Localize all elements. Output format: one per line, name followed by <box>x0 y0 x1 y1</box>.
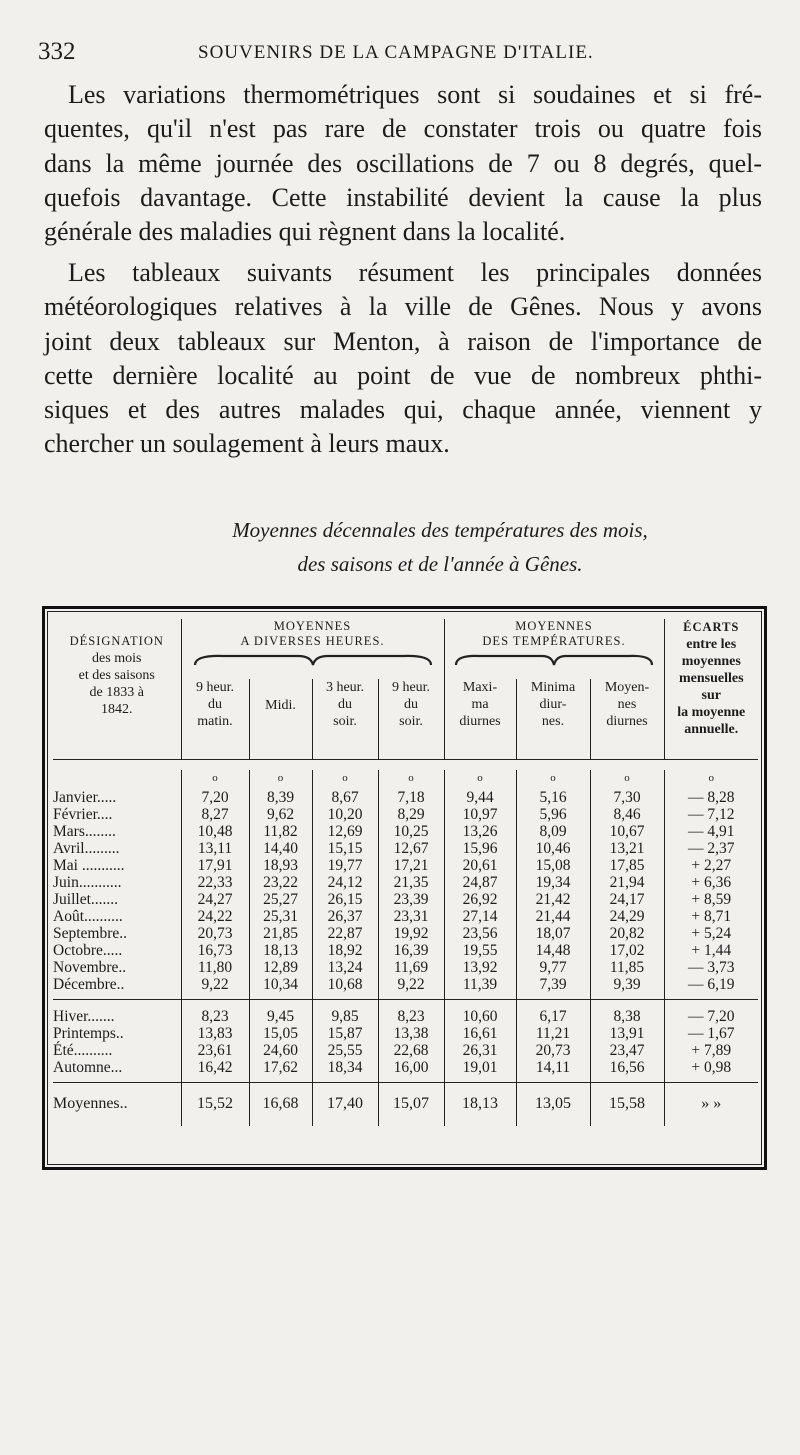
table-cell: 19,77 <box>312 857 378 874</box>
degree-cell: o <box>181 770 249 787</box>
table-cell: 13,24 <box>312 959 378 976</box>
table-cell: — 4,91 <box>664 823 758 840</box>
table-cell: 21,35 <box>378 874 444 891</box>
paragraph-1 <box>44 78 762 249</box>
table-cell: 14,11 <box>516 1059 590 1083</box>
separator-cell <box>53 1000 181 1009</box>
table-cell: + 2,27 <box>664 857 758 874</box>
table-cell: — 1,67 <box>664 1025 758 1042</box>
table-cell: — 7,12 <box>664 806 758 823</box>
table-cell: 20,82 <box>590 925 664 942</box>
temperature-table-frame <box>42 606 767 1170</box>
table-row <box>53 1008 758 1025</box>
sub-header-line: nes <box>617 697 637 712</box>
ecarts-header-line: entre les <box>686 637 737 652</box>
table-cell: — 3,73 <box>664 959 758 976</box>
designation-header-line: des mois <box>92 651 142 666</box>
table-cell: 7,30 <box>590 787 664 806</box>
sub-header-line: du <box>404 697 418 712</box>
ecarts-header-line: ÉCARTS <box>683 620 740 634</box>
table-cell: 25,55 <box>312 1042 378 1059</box>
paragraph-line: cette dernière localité au point de vue de nombreux phthi- <box>44 360 762 390</box>
table-cell: 13,92 <box>444 959 516 976</box>
designation-header <box>53 619 181 760</box>
table-cell: 21,85 <box>249 925 312 942</box>
table-cell: 8,46 <box>590 806 664 823</box>
separator-cell <box>181 1000 249 1009</box>
averages-row <box>53 1095 758 1126</box>
table-cell: 10,68 <box>312 976 378 1000</box>
table-cell: 15,52 <box>181 1095 249 1126</box>
table-cell: 17,02 <box>590 942 664 959</box>
table-cell: + 8,59 <box>664 891 758 908</box>
table-cell: 18,93 <box>249 857 312 874</box>
table-cell: 18,13 <box>444 1095 516 1126</box>
table-cell: 16,73 <box>181 942 249 959</box>
degree-cell <box>53 770 181 787</box>
table-cell: — 6,19 <box>664 976 758 1000</box>
table-cell: 16,68 <box>249 1095 312 1126</box>
table-cell: 20,73 <box>516 1042 590 1059</box>
sub-header-cell <box>249 679 312 760</box>
paragraph-line: Les tableaux suivants résument les principales données <box>68 258 762 287</box>
table-cell: 15,58 <box>590 1095 664 1126</box>
table-cell: — 8,28 <box>664 787 758 806</box>
table-cell: 16,42 <box>181 1059 249 1083</box>
degree-cell: o <box>590 770 664 787</box>
table-cell: 12,89 <box>249 959 312 976</box>
row-label: Été.......... <box>53 1042 113 1059</box>
table-cell: 7,18 <box>378 787 444 806</box>
sub-header-line: ma <box>471 697 489 712</box>
table-cell: 18,92 <box>312 942 378 959</box>
row-label: Automne... <box>53 1059 123 1076</box>
brace-icon <box>193 651 433 667</box>
separator-cell <box>590 1083 664 1096</box>
table-row <box>53 908 758 925</box>
degree-cell: o <box>444 770 516 787</box>
table-cell: 15,07 <box>378 1095 444 1126</box>
table-cell: 16,39 <box>378 942 444 959</box>
separator-cell <box>444 1083 516 1096</box>
table-cell: 5,16 <box>516 787 590 806</box>
separator-cell <box>590 1000 664 1009</box>
table-row <box>53 806 758 823</box>
designation-header-line: de 1833 à <box>89 685 144 700</box>
table-cell: 26,31 <box>444 1042 516 1059</box>
sub-header-line: Midi. <box>265 698 296 713</box>
row-label: Avril......... <box>53 840 120 857</box>
sub-header-line: du <box>208 697 222 712</box>
table-cell: 10,67 <box>590 823 664 840</box>
separator-cell <box>516 1000 590 1009</box>
page-number: 332 <box>38 38 76 65</box>
row-label: Juin........... <box>53 874 122 891</box>
separator-cell <box>444 1000 516 1009</box>
table-row <box>53 857 758 874</box>
table-cell: 8,23 <box>378 1008 444 1025</box>
table-cell: 9,77 <box>516 959 590 976</box>
table-cell: 13,83 <box>181 1025 249 1042</box>
sub-header-cell <box>444 679 516 760</box>
table-cell: 8,09 <box>516 823 590 840</box>
temperature-table <box>53 619 758 1126</box>
table-cell: 8,23 <box>181 1008 249 1025</box>
table-cell: 18,34 <box>312 1059 378 1083</box>
ecarts-header-line: mensuelles <box>678 671 744 686</box>
table-cell: 23,39 <box>378 891 444 908</box>
table-cell: 19,34 <box>516 874 590 891</box>
sub-header-line: diurnes <box>606 714 648 729</box>
table-cell: 18,07 <box>516 925 590 942</box>
table-cell: 24,60 <box>249 1042 312 1059</box>
separator-cell <box>53 1083 181 1096</box>
table-cell: 11,85 <box>590 959 664 976</box>
table-cell: 26,15 <box>312 891 378 908</box>
table-cell: 11,39 <box>444 976 516 1000</box>
separator-cell <box>664 1083 758 1096</box>
paragraph-line: quentes, qu'il n'est pas rare de constater trois ou quatre fois <box>44 114 762 144</box>
table-cell: 10,46 <box>516 840 590 857</box>
sub-header-line: Moyen- <box>604 680 650 695</box>
sub-header-line: Maxi- <box>462 680 498 695</box>
moyennes-temperatures-header: MOYENNES DES TEMPÉRATURES. <box>444 619 664 679</box>
table-cell: 23,31 <box>378 908 444 925</box>
table-cell: 19,55 <box>444 942 516 959</box>
table-cell: — 7,20 <box>664 1008 758 1025</box>
table-cell: 7,20 <box>181 787 249 806</box>
separator-cell <box>516 1083 590 1096</box>
separator-cell <box>664 1000 758 1009</box>
table-cell: 15,08 <box>516 857 590 874</box>
table-row <box>53 1025 758 1042</box>
row-label: Octobre..... <box>53 942 123 959</box>
row-label: Novembre.. <box>53 959 127 976</box>
table-cell: 24,87 <box>444 874 516 891</box>
table-cell: 24,17 <box>590 891 664 908</box>
sub-header-cell <box>516 679 590 760</box>
sub-header-cell <box>378 679 444 760</box>
table-caption-line-2: des saisons et de l'année à Gênes. <box>297 552 583 576</box>
paragraph-line: chercher un soulagement à leurs maux. <box>44 429 450 459</box>
table-cell: 26,37 <box>312 908 378 925</box>
paragraph-line: dans la même journée des oscillations de 7 ou 8 degrés, quel- <box>44 148 762 178</box>
table-cell: 24,27 <box>181 891 249 908</box>
row-label: Décembre.. <box>53 976 125 993</box>
paragraph-line: quefois davantage. Cette instabilité devient la cause la plus <box>44 182 762 212</box>
table-row <box>53 942 758 959</box>
designation-header-line: 1842. <box>101 702 133 717</box>
row-label: Janvier..... <box>53 789 117 806</box>
ecarts-header-line: moyennes <box>681 654 741 669</box>
table-cell: 21,44 <box>516 908 590 925</box>
table-cell: 26,92 <box>444 891 516 908</box>
sub-header-line: 9 heur. <box>195 680 235 695</box>
table-cell: 11,80 <box>181 959 249 976</box>
separator-cell <box>181 1083 249 1096</box>
table-cell: 7,39 <box>516 976 590 1000</box>
table-cell: 10,25 <box>378 823 444 840</box>
table-cell: 20,73 <box>181 925 249 942</box>
table-cell: 16,61 <box>444 1025 516 1042</box>
table-cell: 19,01 <box>444 1059 516 1083</box>
table-cell: 16,56 <box>590 1059 664 1083</box>
table-row <box>53 840 758 857</box>
table-cell: 10,48 <box>181 823 249 840</box>
table-cell: 23,56 <box>444 925 516 942</box>
degree-cell: o <box>664 770 758 787</box>
table-cell: 8,39 <box>249 787 312 806</box>
page-header <box>38 38 778 72</box>
table-cell: + 5,24 <box>664 925 758 942</box>
table-cell: 10,60 <box>444 1008 516 1025</box>
table-row <box>53 1042 758 1059</box>
table-cell: 19,92 <box>378 925 444 942</box>
separator-cell <box>249 1000 312 1009</box>
paragraph-line: météorologiques relatives à la ville de Gênes. Nous y avons <box>44 292 762 322</box>
sub-header-line: diurnes <box>459 714 501 729</box>
sub-header-line: soir. <box>333 714 357 729</box>
paragraph-line: générale des maladies qui règnent dans la localité. <box>44 217 566 247</box>
table-cell: 9,45 <box>249 1008 312 1025</box>
table-cell: + 7,89 <box>664 1042 758 1059</box>
table-cell: 10,34 <box>249 976 312 1000</box>
table-cell: + 8,71 <box>664 908 758 925</box>
table-cell: 11,82 <box>249 823 312 840</box>
row-label: Mars........ <box>53 823 116 840</box>
table-cell: 5,96 <box>516 806 590 823</box>
table-cell: + 0,98 <box>664 1059 758 1083</box>
table-cell: 22,87 <box>312 925 378 942</box>
degree-cell: o <box>378 770 444 787</box>
table-cell: 8,29 <box>378 806 444 823</box>
table-row <box>53 925 758 942</box>
sub-header-cell <box>590 679 664 760</box>
table-row <box>53 823 758 840</box>
ecarts-header-line: la moyenne <box>677 705 746 720</box>
brace-icon <box>454 651 654 667</box>
table-cell: 15,05 <box>249 1025 312 1042</box>
table-cell: 17,91 <box>181 857 249 874</box>
table-cell: 10,97 <box>444 806 516 823</box>
separator-row <box>53 1000 758 1009</box>
ecarts-header <box>664 619 758 760</box>
separator-cell <box>378 1083 444 1096</box>
table-cell: 13,11 <box>181 840 249 857</box>
table-cell: 8,38 <box>590 1008 664 1025</box>
separator-row <box>53 1083 758 1096</box>
table-cell: 23,22 <box>249 874 312 891</box>
table-row <box>53 787 758 806</box>
table-cell: — 2,37 <box>664 840 758 857</box>
table-cell: 17,21 <box>378 857 444 874</box>
table-cell: + 6,36 <box>664 874 758 891</box>
table-cell: 9,39 <box>590 976 664 1000</box>
table-cell: 21,94 <box>590 874 664 891</box>
table-cell: 17,85 <box>590 857 664 874</box>
sub-header-line: nes. <box>541 714 565 729</box>
separator-cell <box>249 1083 312 1096</box>
table-cell: 8,27 <box>181 806 249 823</box>
separator-cell <box>312 1083 378 1096</box>
table-cell: 27,14 <box>444 908 516 925</box>
row-label: Printemps.. <box>53 1025 124 1042</box>
table-cell: 12,69 <box>312 823 378 840</box>
table-cell: + 1,44 <box>664 942 758 959</box>
table-cell: 13,21 <box>590 840 664 857</box>
table-cell: 13,38 <box>378 1025 444 1042</box>
table-cell: 11,21 <box>516 1025 590 1042</box>
table-cell: 8,67 <box>312 787 378 806</box>
table-cell: 6,17 <box>516 1008 590 1025</box>
table-cell: 20,61 <box>444 857 516 874</box>
table-cell: » » <box>664 1095 758 1126</box>
table-row <box>53 976 758 1000</box>
table-cell: 9,44 <box>444 787 516 806</box>
row-label: Février.... <box>53 806 113 823</box>
row-label: Moyennes.. <box>53 1095 128 1112</box>
ecarts-header-line: annuelle. <box>684 722 739 737</box>
table-cell: 10,20 <box>312 806 378 823</box>
table-cell: 15,96 <box>444 840 516 857</box>
degree-cell: o <box>312 770 378 787</box>
ecarts-header-line: sur <box>701 688 721 703</box>
table-row <box>53 1059 758 1083</box>
table-row <box>53 874 758 891</box>
row-label: Mai ........... <box>53 857 125 874</box>
table-cell: 21,42 <box>516 891 590 908</box>
table-cell: 9,62 <box>249 806 312 823</box>
table-cell: 24,12 <box>312 874 378 891</box>
table-cell: 14,48 <box>516 942 590 959</box>
running-title: SOUVENIRS DE LA CAMPAGNE D'ITALIE. <box>198 42 594 63</box>
table-cell: 25,27 <box>249 891 312 908</box>
sub-header-line: Minima <box>530 680 576 695</box>
row-label: Septembre.. <box>53 925 128 942</box>
table-cell: 23,61 <box>181 1042 249 1059</box>
table-cell: 9,22 <box>378 976 444 1000</box>
table-cell: 24,22 <box>181 908 249 925</box>
table-row <box>53 959 758 976</box>
designation-header-line: DÉSIGNATION <box>69 634 164 648</box>
table-cell: 13,26 <box>444 823 516 840</box>
table-cell: 18,13 <box>249 942 312 959</box>
sub-header-line: matin. <box>197 714 233 729</box>
separator-cell <box>378 1000 444 1009</box>
table-cell: 15,87 <box>312 1025 378 1042</box>
table-cell: 14,40 <box>249 840 312 857</box>
sub-header-line: du <box>338 697 352 712</box>
sub-header-cell <box>181 679 249 760</box>
designation-header-line: et des saisons <box>78 668 155 683</box>
table-cell: 11,69 <box>378 959 444 976</box>
table-cell: 25,31 <box>249 908 312 925</box>
table-cell: 23,47 <box>590 1042 664 1059</box>
sub-header-line: 3 heur. <box>325 680 365 695</box>
table-cell: 9,22 <box>181 976 249 1000</box>
table-cell: 15,15 <box>312 840 378 857</box>
sub-header-cell <box>312 679 378 760</box>
paragraph-2 <box>44 256 762 462</box>
paragraph-line: joint deux tableaux sur Menton, à raison de l'importance de <box>44 326 762 356</box>
table-cell: 22,68 <box>378 1042 444 1059</box>
table-row <box>53 891 758 908</box>
table-cell: 12,67 <box>378 840 444 857</box>
row-label: Juillet....... <box>53 891 119 908</box>
sub-header-line: soir. <box>399 714 423 729</box>
table-cell: 9,85 <box>312 1008 378 1025</box>
table-cell: 22,33 <box>181 874 249 891</box>
diverses-heures-header: MOYENNES A DIVERSES HEURES. <box>181 619 444 679</box>
paragraph-line: Les variations thermométriques sont si soudaines et si fré- <box>68 80 762 109</box>
row-label: Hiver....... <box>53 1008 115 1025</box>
degree-cell: o <box>249 770 312 787</box>
table-cell: 16,00 <box>378 1059 444 1083</box>
paragraph-line: siques et des autres malades qui, chaque année, viennent y <box>44 395 762 425</box>
table-cell: 17,62 <box>249 1059 312 1083</box>
sub-header-line: 9 heur. <box>391 680 431 695</box>
table-caption-line-1: Moyennes décennales des températures des mois, <box>232 518 648 542</box>
separator-cell <box>312 1000 378 1009</box>
row-label: Août.......... <box>53 908 123 925</box>
table-cell: 13,91 <box>590 1025 664 1042</box>
table-cell: 24,29 <box>590 908 664 925</box>
sub-header-line: diur- <box>539 697 567 712</box>
table-cell: 17,40 <box>312 1095 378 1126</box>
degree-cell: o <box>516 770 590 787</box>
table-cell: 13,05 <box>516 1095 590 1126</box>
